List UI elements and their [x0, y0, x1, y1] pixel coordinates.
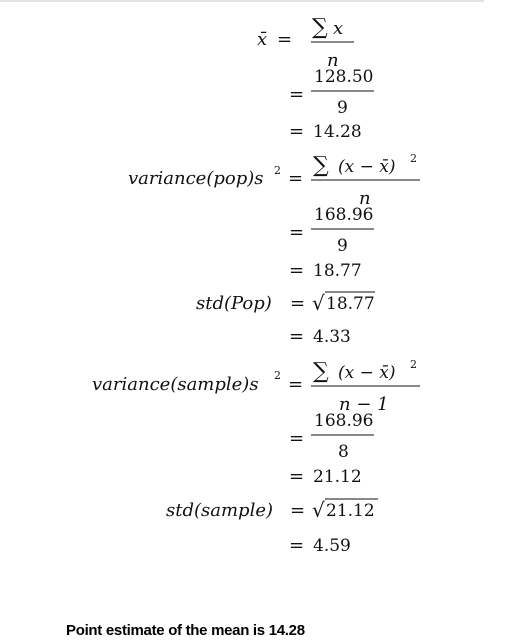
- variance-pop-result: [289, 260, 362, 281]
- mean-result: [289, 121, 362, 142]
- equals-sign: =: [290, 293, 306, 314]
- numerator-sum-total: 128.50: [314, 67, 374, 87]
- sqrt-argument: 21.12: [326, 501, 375, 521]
- mean-symbol: x̄: [257, 29, 268, 50]
- variance-pop-label: variance(pop)s: [128, 168, 264, 189]
- std-sample-label: std(sample): [166, 500, 274, 521]
- equals-sign: =: [289, 428, 305, 449]
- std-sample-result: [289, 535, 351, 556]
- mean-formula: [257, 15, 354, 71]
- numerator-sum-squares: 168.96: [314, 205, 374, 225]
- mean-substitution: [289, 67, 374, 118]
- equals-sign: =: [290, 500, 306, 521]
- exponent-2: 2: [274, 369, 281, 382]
- sum-symbol: ∑: [312, 15, 328, 40]
- sqrt-icon: √: [312, 498, 325, 522]
- equals-sign: =: [289, 535, 305, 556]
- squared-deviation: (x − x̄): [338, 157, 396, 177]
- squared-deviation: (x − x̄): [338, 363, 396, 383]
- equals-sign: =: [288, 374, 304, 395]
- variance-pop-value: 18.77: [313, 261, 362, 281]
- variance-sample-value: 21.12: [313, 467, 362, 487]
- variance-pop-substitution: [289, 205, 374, 256]
- sum-symbol: ∑: [313, 359, 329, 384]
- exponent-2: 2: [410, 358, 417, 371]
- equals-sign: =: [289, 466, 305, 487]
- std-pop-formula: [196, 291, 375, 315]
- equals-sign: =: [288, 168, 304, 189]
- equals-sign: =: [289, 326, 305, 347]
- numerator-sum-squares: 168.96: [314, 411, 374, 431]
- std-pop-label: std(Pop): [196, 293, 272, 314]
- exponent-2: 2: [274, 164, 281, 177]
- point-estimate-statement: Point estimate of the mean is 14.28: [66, 622, 305, 639]
- denominator-n: n: [359, 188, 371, 209]
- variance-sample-substitution: [289, 411, 374, 462]
- denominator-count: 9: [337, 98, 348, 118]
- std-pop-result: [289, 326, 351, 347]
- denominator-n-minus-1-value: 8: [338, 442, 349, 462]
- exponent-2: 2: [410, 152, 417, 165]
- std-pop-value: 4.33: [313, 327, 351, 347]
- denominator-n: n: [327, 50, 339, 71]
- variance-sample-result: [289, 466, 362, 487]
- sum-variable: x: [333, 18, 344, 39]
- sqrt-argument: 18.77: [326, 294, 375, 314]
- equals-sign: =: [289, 260, 305, 281]
- denominator-count: 9: [337, 236, 348, 256]
- variance-pop-formula: [128, 152, 420, 209]
- denominator-n-minus-1: n − 1: [339, 394, 389, 415]
- variance-sample-formula: [92, 358, 420, 415]
- equals-sign: =: [277, 29, 293, 50]
- sqrt-icon: √: [312, 291, 325, 315]
- variance-sample-label: variance(sample)s: [92, 374, 259, 395]
- equals-sign: =: [289, 121, 305, 142]
- equals-sign: =: [289, 84, 305, 105]
- sum-symbol: ∑: [313, 153, 329, 178]
- equals-sign: =: [289, 222, 305, 243]
- std-sample-value: 4.59: [313, 536, 351, 556]
- mean-value: 14.28: [313, 122, 362, 142]
- std-sample-formula: [166, 498, 378, 522]
